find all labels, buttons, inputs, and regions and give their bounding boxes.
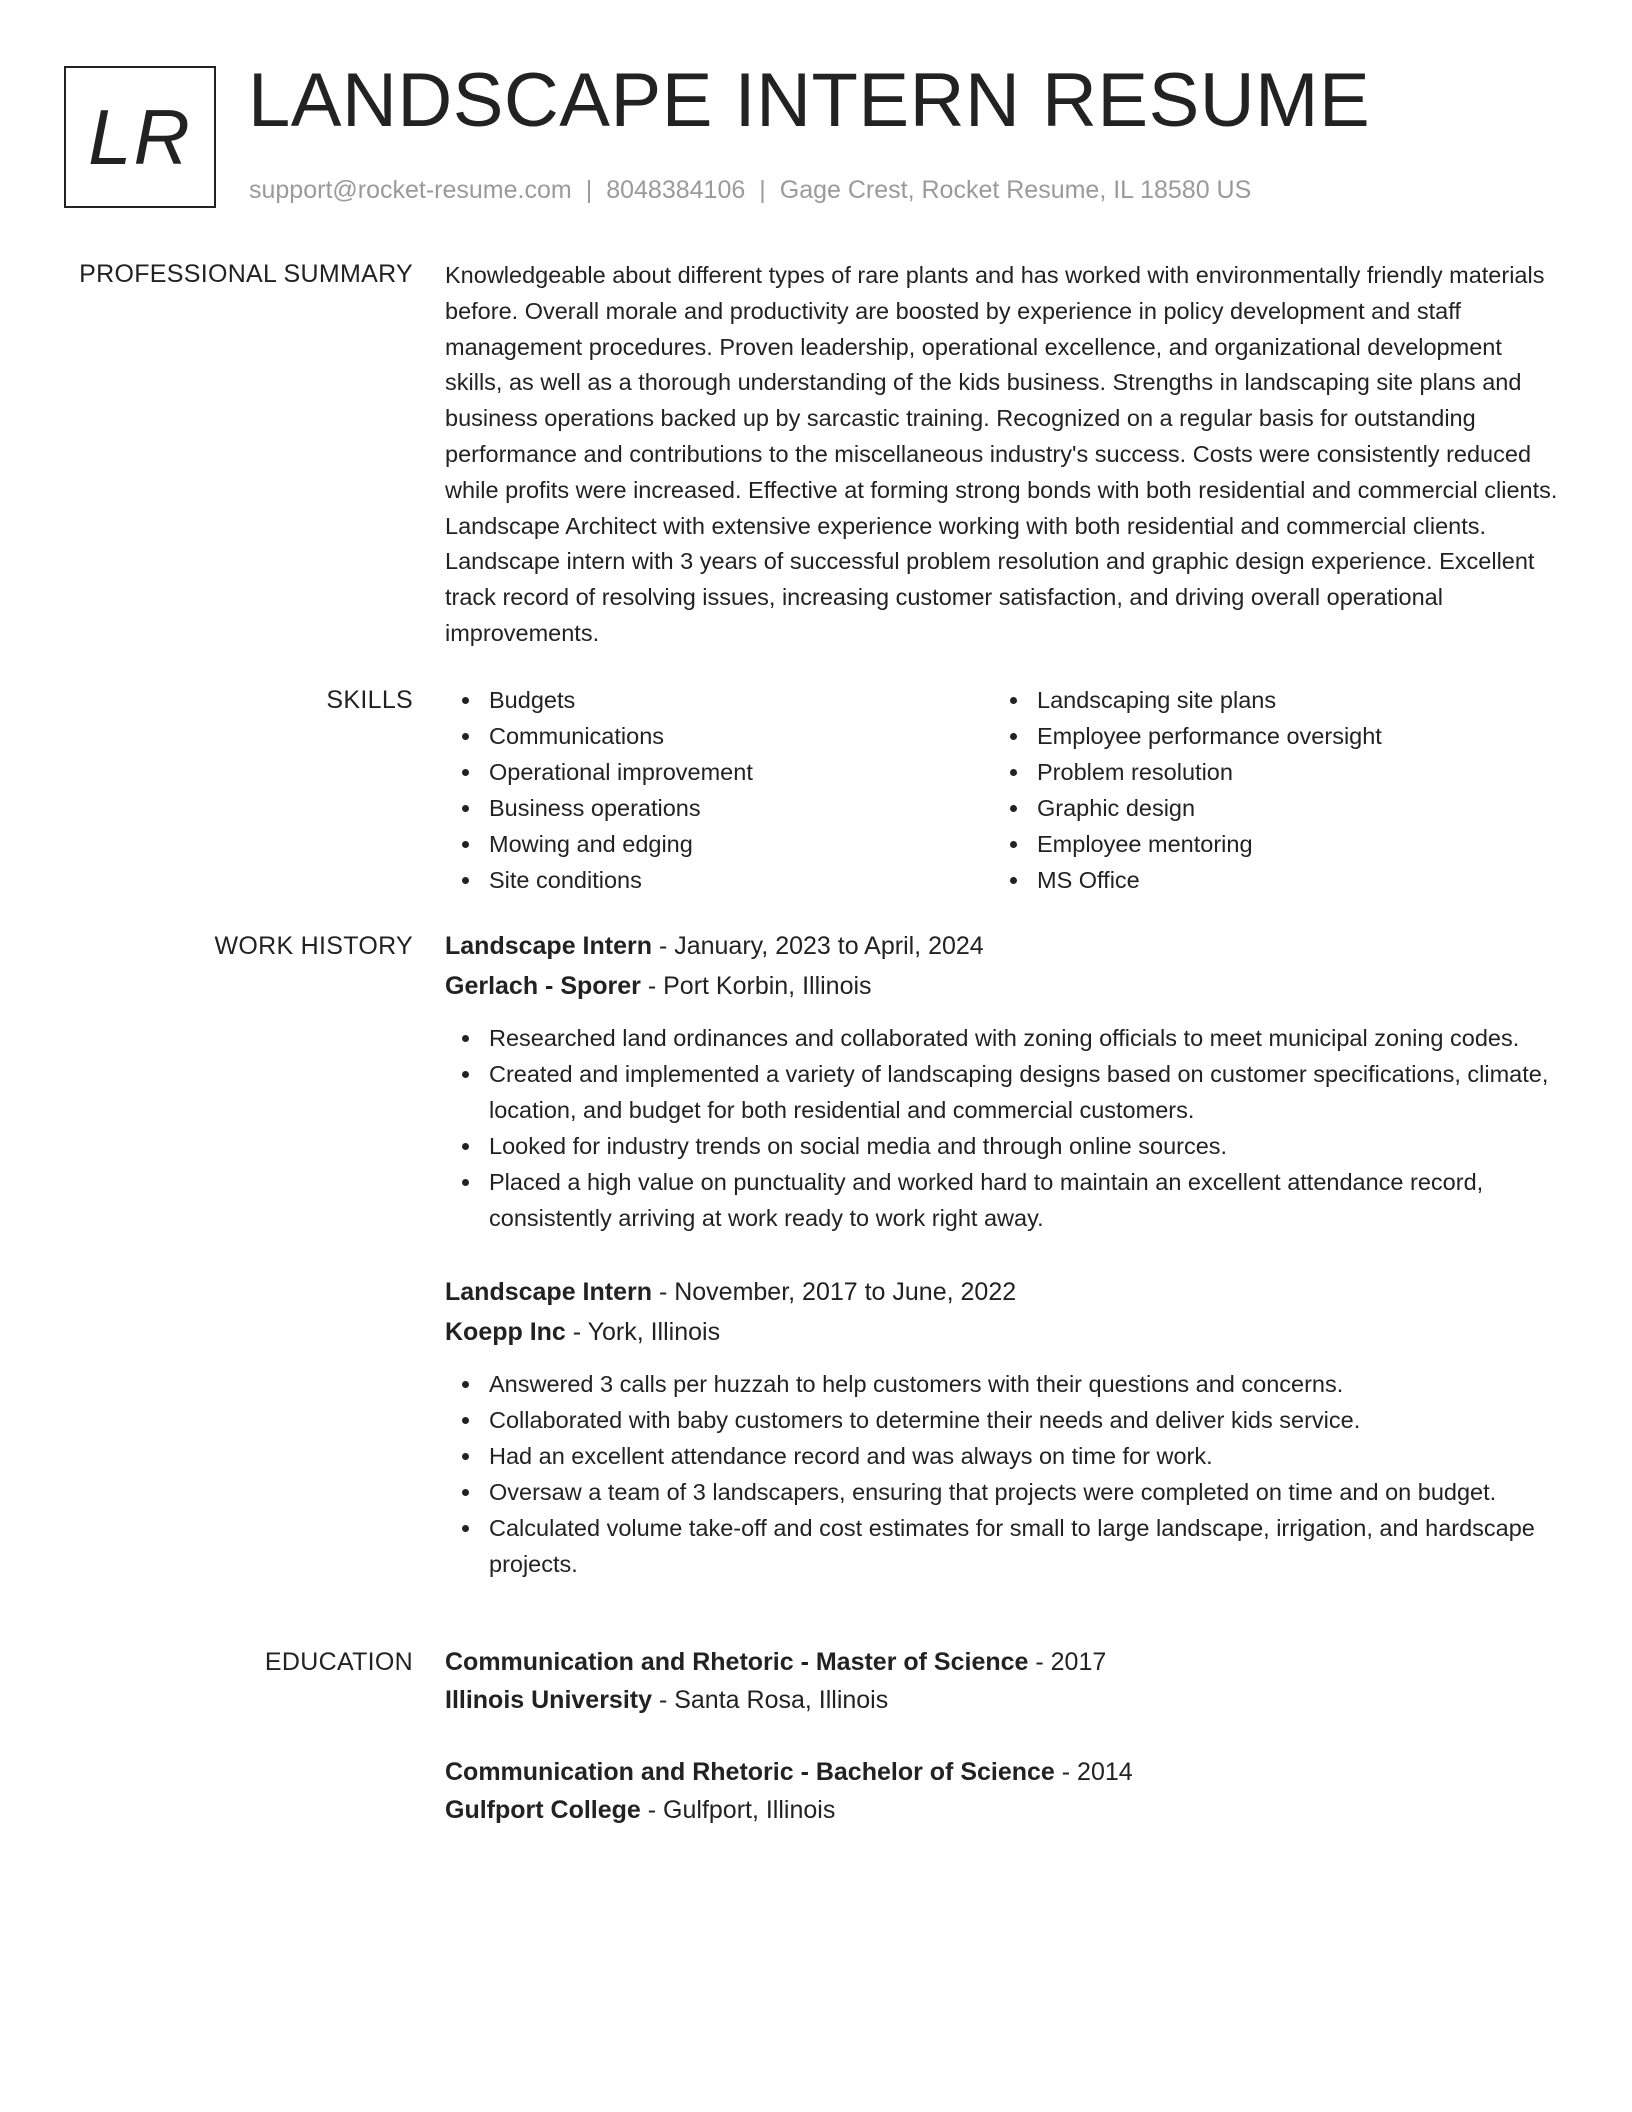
skill-item: Operational improvement [445,754,993,790]
skills-grid [445,682,1545,898]
skill-item: Problem resolution [993,754,1541,790]
skill-item: Landscaping site plans [993,682,1541,718]
degree-line [445,1753,1565,1791]
job-dates: - November, 2017 to June, 2022 [652,1278,1017,1306]
skills-column-left [445,682,993,898]
skill-item: Graphic design [993,790,1541,826]
job-bullet: Oversaw a team of 3 landscapers, ensuring that projects were completed on time and on budget. [445,1474,1565,1510]
job-title: Landscape Intern [445,1278,652,1306]
job-company: Gerlach - Sporer [445,972,641,1000]
skills-body [445,682,1565,898]
job-bullet: Collaborated with baby customers to determine their needs and deliver kids service. [445,1402,1565,1438]
job-bullet: Researched land ordinances and collaborated with zoning officials to meet municipal zoning codes. [445,1020,1565,1056]
education-entry [445,1753,1565,1829]
summary-heading: PROFESSIONAL SUMMARY [79,260,413,288]
contact-email[interactable]: support@rocket-resume.com [249,176,572,204]
job-company-line [445,966,1565,1006]
contact-phone[interactable]: 8048384106 [606,176,746,204]
job-company: Koepp Inc [445,1318,566,1346]
school-name: Gulfport College [445,1796,641,1824]
contact-separator: | [759,176,766,204]
work-history-body [445,926,1565,1618]
job-title: Landscape Intern [445,932,652,960]
degree-name: Communication and Rhetoric - Bachelor of Science [445,1758,1055,1786]
degree-year: - 2014 [1054,1758,1133,1786]
skill-item: Communications [445,718,993,754]
school-line [445,1681,1565,1719]
skill-item: Business operations [445,790,993,826]
education-heading: EDUCATION [264,1648,413,1676]
skills-heading: SKILLS [326,686,413,714]
summary-text: Knowledgeable about different types of rare plants and has worked with environmentally friendly materials before. Overall morale and productivity are boosted by experience in policy development and staff management procedures. Proven leadership, operational excellence, and organizational development skills, as well as a thorough understanding of the kids business. Strengths in landscaping site plans and business operations backed up by sarcastic training. Recognized on a regular basis for outstanding performance and contributions to the miscellaneous industry's success. Costs were consistently reduced while profits were increased. Effective at forming strong bonds with both residential and commercial clients. Landscape Architect with extensive experience working with both residential and commercial clients. Landscape intern with 3 years of successful problem resolution and graphic design experience. Excellent track record of resolving issues, increasing customer satisfaction, and driving overall operational improvements. [445,262,1558,646]
skill-item: Site conditions [445,862,993,898]
degree-year: - 2017 [1028,1648,1107,1676]
job-bullets [445,1366,1565,1582]
job-bullet: Had an excellent attendance record and was always on time for work. [445,1438,1565,1474]
school-location: - Santa Rosa, Illinois [652,1686,889,1714]
school-name: Illinois University [445,1686,653,1714]
resume-title: LANDSCAPE INTERN RESUME [248,58,1371,143]
monogram-text: LR [88,92,192,181]
degree-name: Communication and Rhetoric - Master of Science [445,1648,1029,1676]
contact-address: Gage Crest, Rocket Resume, IL 18580 US [779,176,1252,204]
job-bullet: Created and implemented a variety of landscaping designs based on customer specifications, climate, location, and budget for both residential and commercial customers. [445,1056,1565,1128]
monogram-logo [64,66,216,208]
job-title-line [445,926,1565,966]
job-bullet: Calculated volume take-off and cost estimates for small to large landscape, irrigation, and hardscape projects. [445,1510,1565,1582]
job-title-line [445,1272,1565,1312]
job-location: - York, Illinois [565,1318,721,1346]
job-bullet: Looked for industry trends on social media and through online sources. [445,1128,1565,1164]
education-body [445,1643,1565,1863]
job-entry [445,926,1565,1236]
job-location: - Port Korbin, Illinois [640,972,872,1000]
skill-item: Employee performance oversight [993,718,1541,754]
skill-item: Employee mentoring [993,826,1541,862]
job-bullets [445,1020,1565,1236]
work-history-heading: WORK HISTORY [214,932,413,960]
school-line [445,1791,1565,1829]
degree-line [445,1643,1565,1681]
skill-item: Mowing and edging [445,826,993,862]
school-location: - Gulfport, Illinois [640,1796,836,1824]
skill-item: MS Office [993,862,1541,898]
job-bullet: Placed a high value on punctuality and worked hard to maintain an excellent attendance record, consistently arriving at work ready to work right away. [445,1164,1565,1236]
skill-item: Budgets [445,682,993,718]
contact-line [249,174,1251,206]
job-company-line [445,1312,1565,1352]
job-dates: - January, 2023 to April, 2024 [652,932,984,960]
contact-separator: | [585,176,593,204]
job-entry [445,1272,1565,1582]
job-bullet: Answered 3 calls per huzzah to help customers with their questions and concerns. [445,1366,1565,1402]
skills-column-right [993,682,1541,898]
education-entry [445,1643,1565,1719]
